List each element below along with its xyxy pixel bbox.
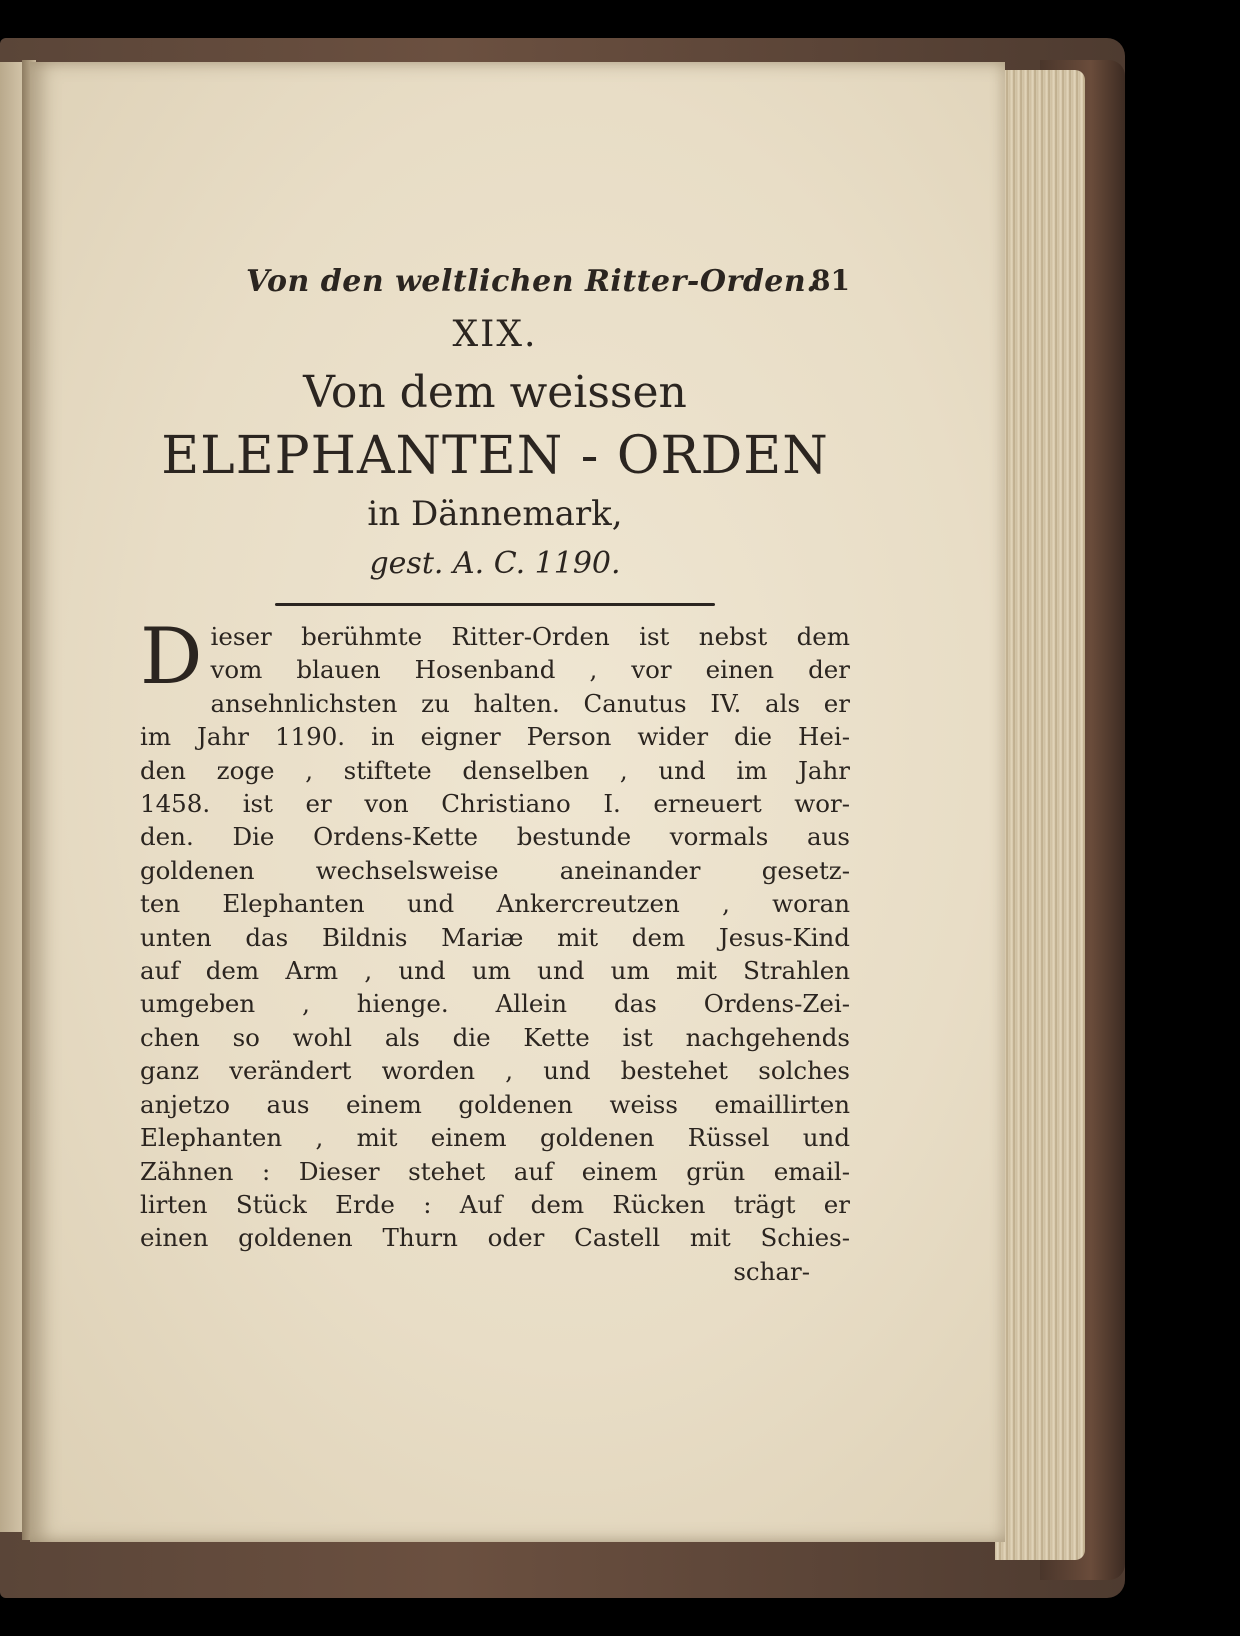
drop-cap: D (140, 612, 203, 702)
chapter-title-line-1: Von dem weissen (303, 367, 687, 418)
body-line: vom blauen Hosenband , vor einen der (210, 655, 850, 685)
chapter-title-line-3: in Dännemark, (367, 494, 623, 534)
body-line: ten Elephanten und Ankercreutzen , woran (140, 889, 850, 919)
body-line: im Jahr 1190. in eigner Person wider die Hei- (140, 722, 850, 752)
body-line: unten das Bildnis Mariæ mit dem Jesus-Kind (140, 922, 850, 952)
body-line: lirten Stück Erde : Auf dem Rücken trägt er (140, 1189, 850, 1219)
body-line: den. Die Ordens-Kette bestunde vormals aus (140, 822, 850, 852)
section-rule (275, 603, 715, 606)
body-line: ganz verändert worden , und bestehet solches (140, 1056, 850, 1086)
page-number: 81 (811, 264, 850, 297)
running-title: Von den weltlichen Ritter-Orden. (246, 264, 818, 299)
body-line: ansehnlichsten zu halten. Canutus IV. als er (210, 688, 850, 718)
body-line: goldenen wechselsweise aneinander gesetz- (140, 855, 850, 885)
text-block (140, 262, 850, 1288)
body-line: den zoge , stiftete denselben , und im Jahr (140, 755, 850, 785)
running-head (140, 262, 850, 312)
body-line: anjetzo aus einem goldenen weiss emaillirten (140, 1089, 850, 1119)
page-edges (995, 70, 1085, 1560)
body-line: ieser berühmte Ritter-Orden ist nebst dem (210, 622, 850, 651)
body-text (140, 612, 850, 1288)
chapter-title-line-2: ELEPHANTEN - ORDEN (161, 426, 829, 486)
body-line: Elephanten , mit einem goldenen Rüssel und (140, 1123, 850, 1153)
chapter-numeral: XIX. (452, 314, 538, 355)
body-line: einen goldenen Thurn oder Castell mit Schies- (140, 1223, 850, 1253)
founding-date-line: gest. A. C. 1190. (369, 546, 621, 581)
body-line: auf dem Arm , und um und um mit Strahlen (140, 956, 850, 986)
body-line: 1458. ist er von Christiano I. erneuert wor- (140, 789, 850, 819)
catchword: schar- (733, 1256, 810, 1286)
body-line: Zähnen : Dieser stehet auf einem grün email- (140, 1156, 850, 1186)
body-line: chen so wohl als die Kette ist nachgehends (140, 1022, 850, 1052)
body-line: umgeben , hienge. Allein das Ordens-Zei- (140, 989, 850, 1019)
right-page (30, 62, 1005, 1542)
